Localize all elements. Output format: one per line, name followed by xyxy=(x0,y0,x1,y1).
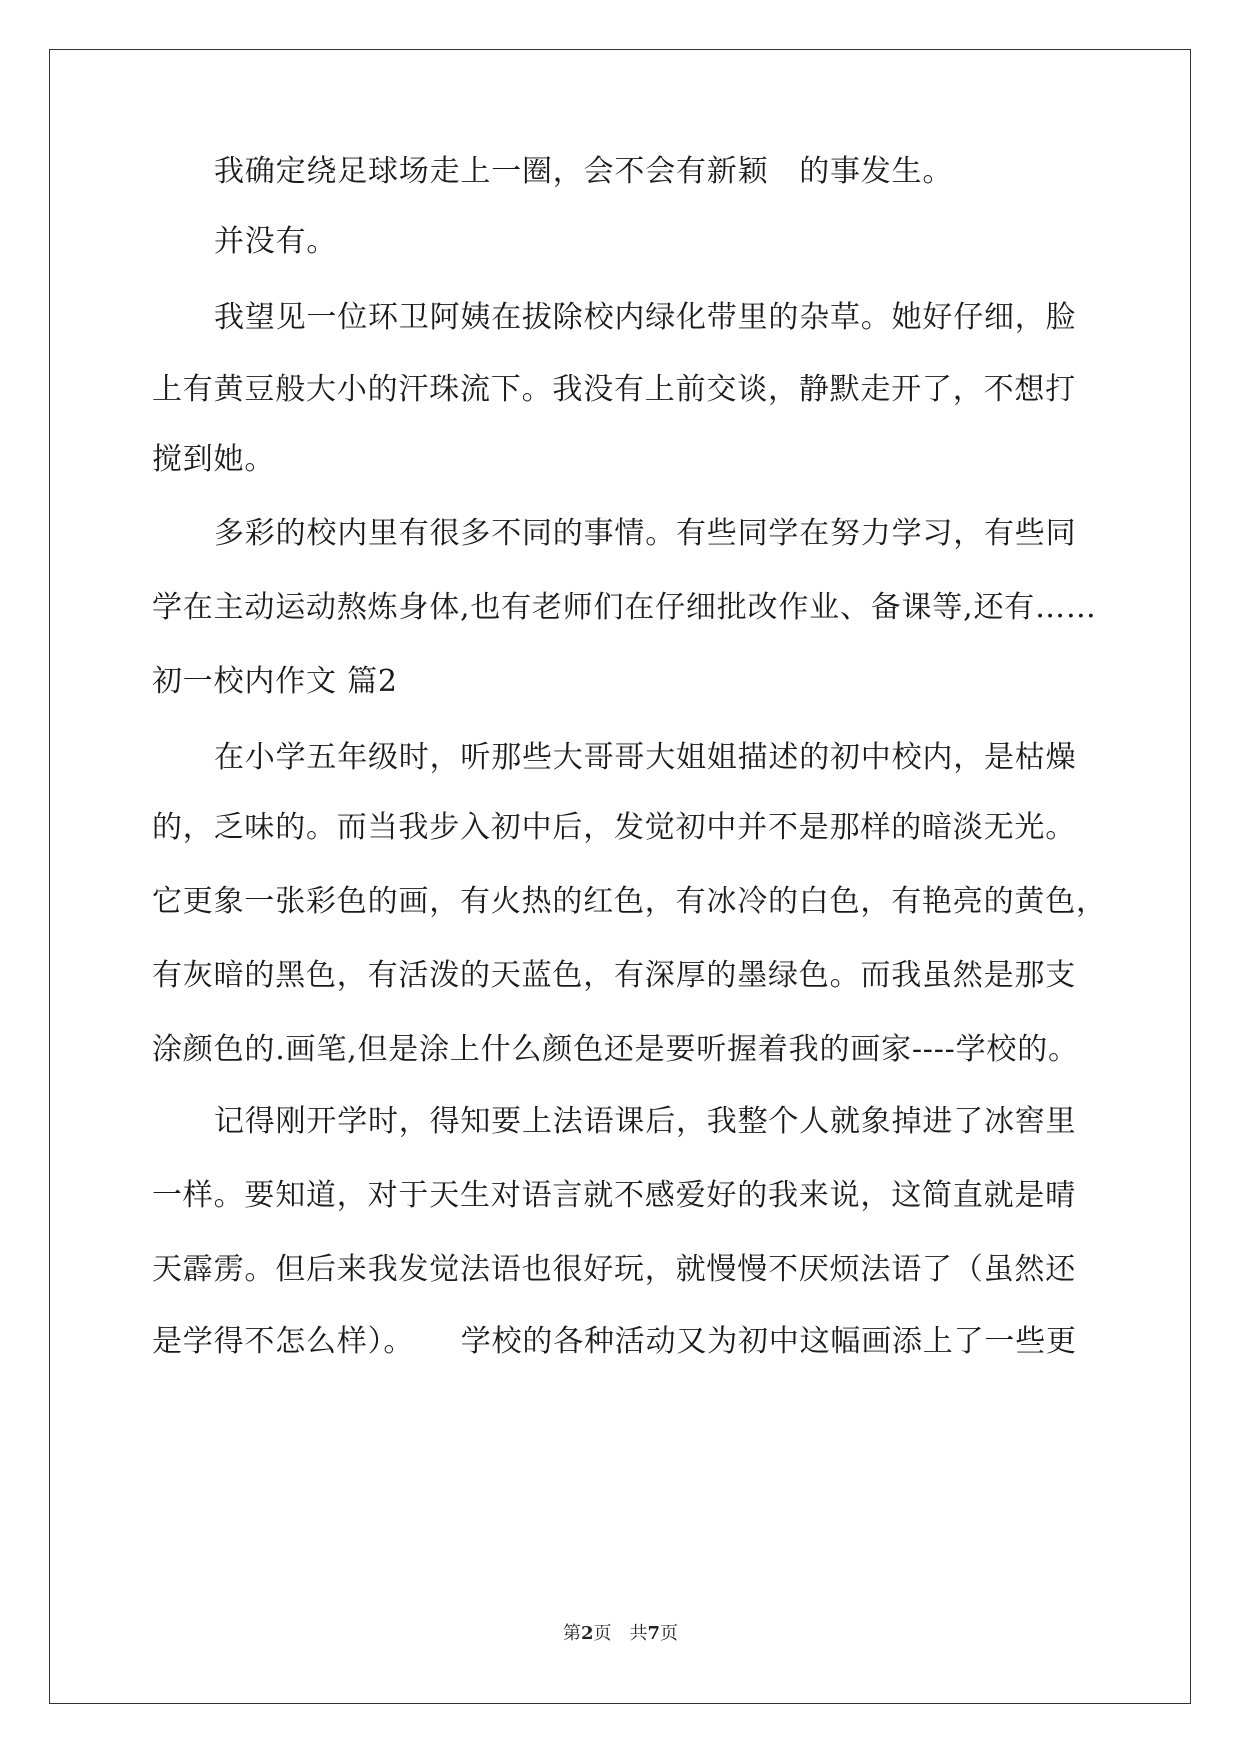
paragraph-line: 在小学五年级时，听那些大哥哥大姐姐描述的初中校内，是枯燥 xyxy=(214,740,1077,775)
paragraph-line: 一样。要知道，对于天生对语言就不感爱好的我来说，这简直就是晴 xyxy=(152,1178,1076,1213)
total-page-count: 7 xyxy=(647,1623,661,1644)
paragraph-line: 涂颜色的.画笔,但是涂上什么颜色还是要听握着我的画家----学校的。 xyxy=(152,1032,1079,1067)
paragraph-line: 多彩的校内里有很多不同的事情。有些同学在努力学习，有些同 xyxy=(214,516,1077,551)
paragraph-line: 有灰暗的黑色，有活泼的天蓝色，有深厚的墨绿色。而我虽然是那支 xyxy=(152,958,1076,993)
page-number-footer xyxy=(0,1622,1241,1646)
page-prefix: 第 xyxy=(562,1623,581,1644)
paragraph-line: 是学得不怎么样）。 学校的各种活动又为初中这幅画添上了一些更 xyxy=(152,1324,1077,1359)
paragraph-line: 学在主动运动熬炼身体,也有老师们在仔细批改作业、备课等,还有…… xyxy=(152,590,1097,625)
total-suffix: 页 xyxy=(660,1623,679,1644)
current-page-number: 2 xyxy=(580,1623,594,1644)
paragraph-line: 我望见一位环卫阿姨在拔除校内绿化带里的杂草。她好仔细，脸 xyxy=(214,300,1077,335)
paragraph-line: 并没有。 xyxy=(214,224,338,259)
paragraph-line: 搅到她。 xyxy=(152,442,276,477)
paragraph-line: 的，乏味的。而当我步入初中后，发觉初中并不是那样的暗淡无光。 xyxy=(152,810,1076,845)
paragraph-line: 上有黄豆般大小的汗珠流下。我没有上前交谈，静默走开了，不想打 xyxy=(152,372,1076,407)
paragraph-line: 它更象一张彩色的画，有火热的红色，有冰冷的白色，有艳亮的黄色， xyxy=(152,884,1107,919)
section-heading: 初一校内作文 篇2 xyxy=(152,664,398,699)
paragraph-line: 我确定绕足球场走上一圈，会不会有新颖 的事发生。 xyxy=(214,154,954,189)
paragraph-line: 天霹雳。但后来我发觉法语也很好玩，就慢慢不厌烦法语了（虽然还 xyxy=(152,1252,1076,1287)
total-prefix: 共 xyxy=(629,1623,648,1644)
page-suffix: 页 xyxy=(593,1623,612,1644)
paragraph-line: 记得刚开学时，得知要上法语课后，我整个人就象掉进了冰窖里 xyxy=(214,1104,1077,1139)
